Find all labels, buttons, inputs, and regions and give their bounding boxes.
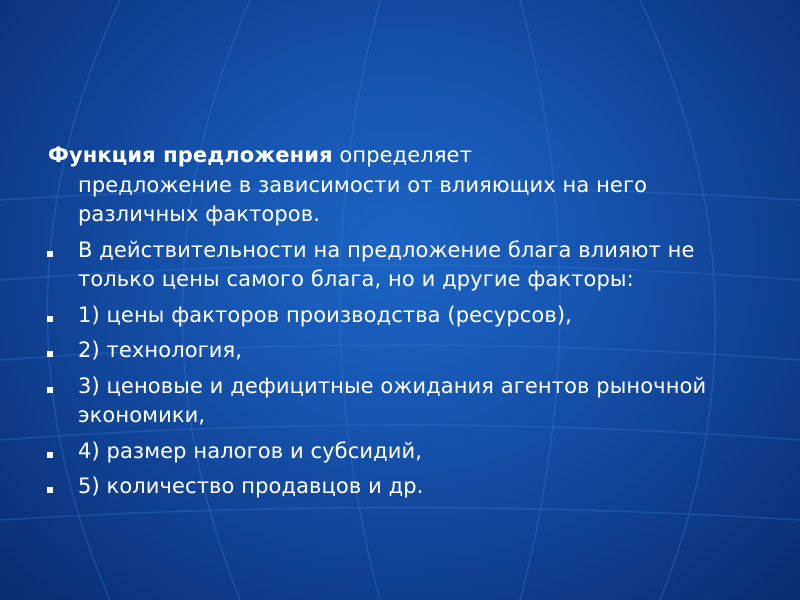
list-item-text: 2) технология, — [78, 338, 243, 362]
definition-continuation: предложение в зависимости от влияющих на него различных факторов. — [78, 172, 648, 226]
definition-term: Функция предложения — [48, 143, 333, 167]
square-bullet-icon — [47, 316, 53, 322]
list-item — [48, 301, 748, 331]
list-item — [48, 372, 748, 431]
square-bullet-icon — [47, 251, 53, 257]
square-bullet-icon — [47, 487, 53, 493]
list-item — [48, 437, 748, 467]
square-bullet-icon — [47, 387, 53, 393]
list-item-text: 1) цены факторов производства (ресурсов), — [78, 302, 572, 327]
bullet-list — [48, 236, 748, 502]
list-item-text: В действительности на предложение блага влияют не только цены самого блага, но и другие факторы: — [78, 237, 695, 291]
list-item-text: 3) ценовые и дефицитные ожидания агентов рыночной экономики, — [78, 373, 707, 427]
definition-paragraph — [48, 141, 748, 230]
square-bullet-icon — [47, 351, 53, 357]
definition-first-line: определяет — [332, 143, 472, 167]
list-item-text: 5) количество продавцов и др. — [78, 474, 424, 498]
list-item — [48, 472, 748, 502]
list-item-text: 4) размер налогов и субсидий, — [78, 438, 422, 463]
list-item — [48, 236, 748, 295]
list-item — [48, 336, 748, 366]
square-bullet-icon — [47, 452, 53, 458]
slide-content — [48, 141, 748, 502]
